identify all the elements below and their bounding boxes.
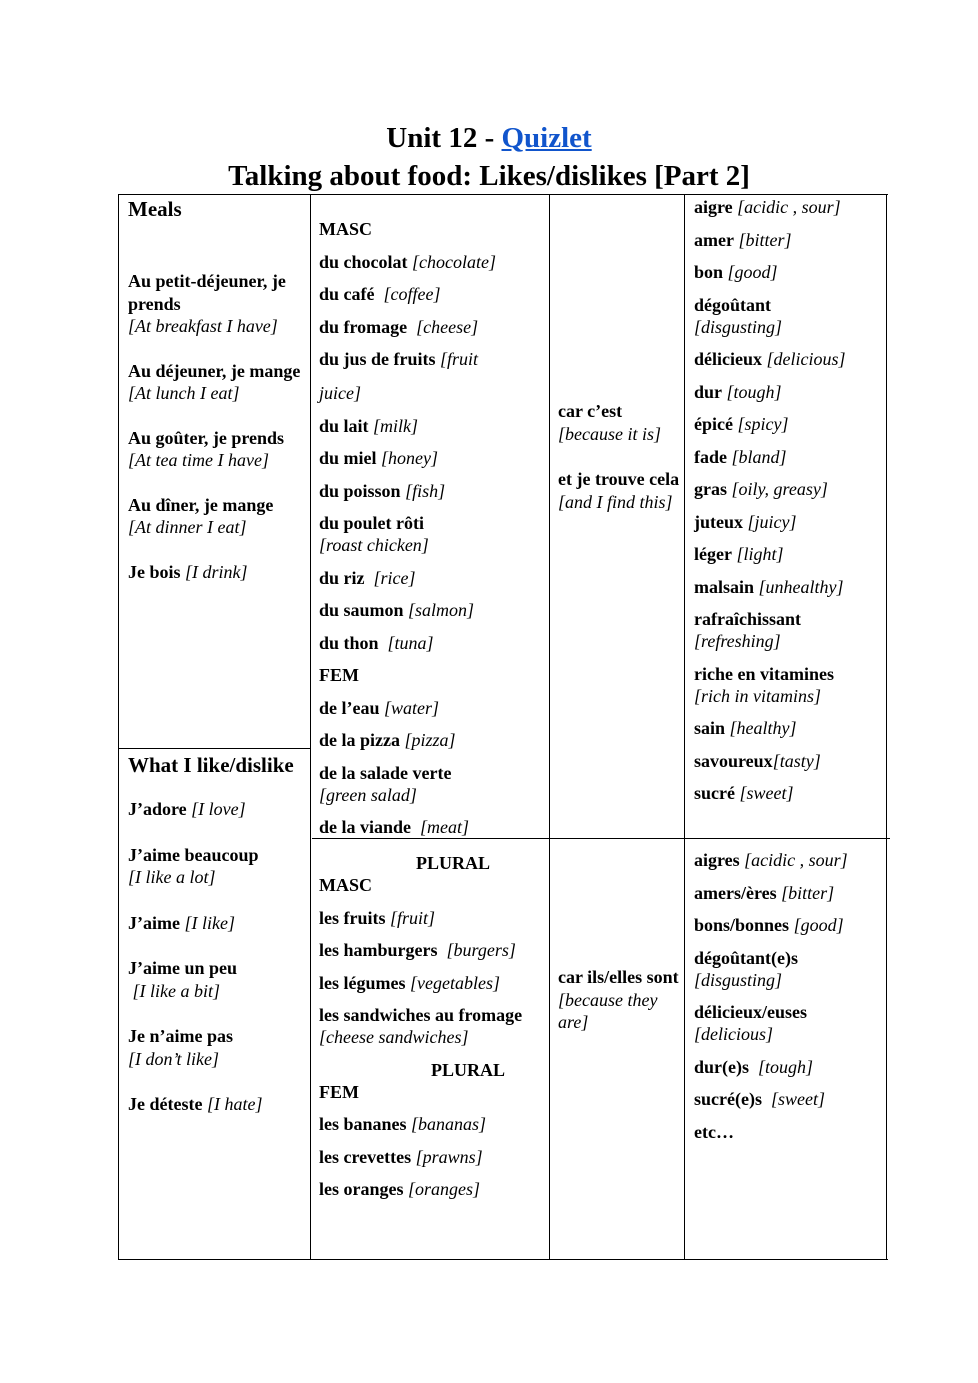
connector-fr: car ils/elles sont bbox=[558, 967, 679, 987]
food-fr: du jus de fruits bbox=[319, 349, 436, 369]
like-item bbox=[128, 957, 306, 1002]
food-item bbox=[319, 632, 547, 654]
food-en: [milk] bbox=[373, 415, 419, 436]
adjective-item bbox=[694, 446, 884, 468]
food-en: [coffee] bbox=[379, 284, 441, 304]
adjective-item bbox=[694, 782, 884, 804]
table-border-bottom bbox=[118, 1259, 888, 1260]
adjective-en: [disgusting] bbox=[694, 316, 783, 337]
food-en: [salmon] bbox=[408, 600, 475, 620]
food-item bbox=[319, 348, 547, 370]
likes-cell bbox=[128, 752, 306, 1116]
adjective-en: [bitter] bbox=[738, 229, 792, 250]
adjective-en: [tough] bbox=[726, 381, 782, 402]
food-item bbox=[319, 599, 547, 621]
like-item bbox=[128, 1025, 306, 1070]
adjective-fr: épicé bbox=[694, 414, 733, 434]
food-item bbox=[319, 762, 547, 806]
row-divider-food bbox=[312, 838, 890, 839]
row-divider-meals bbox=[118, 748, 310, 749]
food-item bbox=[319, 316, 547, 338]
meals-cell bbox=[128, 196, 306, 583]
food-item bbox=[319, 907, 547, 929]
food-fr: du chocolat bbox=[319, 251, 408, 272]
like-item bbox=[128, 798, 306, 821]
meal-fr: Au petit-déjeuner, je prends bbox=[128, 271, 286, 314]
food-fr: de la viande bbox=[319, 817, 412, 837]
adjective-item bbox=[694, 511, 884, 533]
adjective-en: [good] bbox=[793, 915, 844, 935]
adjective-en: [refreshing] bbox=[694, 631, 781, 651]
adjective-en: [healthy] bbox=[729, 718, 797, 738]
adjective-en: [acidic , sour] bbox=[744, 850, 848, 870]
like-fr: J’aime un peu bbox=[128, 958, 238, 978]
adjective-en: [oily, greasy] bbox=[731, 479, 828, 499]
masc-label: MASC bbox=[319, 219, 372, 239]
food-fr: de la pizza bbox=[319, 730, 400, 750]
meal-en: [At tea time I have] bbox=[128, 450, 269, 470]
food-fr: de l’eau bbox=[319, 697, 380, 718]
food-fr: du lait bbox=[319, 415, 369, 436]
food-item bbox=[319, 1004, 547, 1048]
food-en: [bananas] bbox=[411, 1114, 487, 1134]
meal-item bbox=[128, 561, 306, 584]
food-item bbox=[319, 1178, 547, 1200]
adjective-en: [good] bbox=[727, 262, 778, 282]
meal-item bbox=[128, 494, 306, 539]
food-en: [cheese] bbox=[411, 316, 479, 337]
adjective-fr: amer bbox=[694, 229, 734, 250]
meal-en: [At breakfast I have] bbox=[128, 316, 278, 336]
like-en: [I like a lot] bbox=[128, 867, 216, 887]
food-en: [cheese sandwiches] bbox=[319, 1027, 469, 1047]
food-en: [prawns] bbox=[415, 1146, 483, 1167]
food-item bbox=[319, 697, 547, 719]
food-item bbox=[319, 512, 547, 556]
connector-plural-cell bbox=[558, 966, 680, 1034]
adjective-fr: aigre bbox=[694, 197, 733, 217]
like-en: [I don’t like] bbox=[128, 1048, 219, 1069]
adjectives-plural-cell bbox=[694, 849, 884, 1143]
food-en: [fruit bbox=[440, 349, 479, 369]
like-fr: J’aime bbox=[128, 912, 180, 933]
food-item bbox=[319, 382, 547, 404]
column-divider-2 bbox=[549, 194, 550, 1260]
adjective-item bbox=[694, 1088, 884, 1110]
adjective-fr: léger bbox=[694, 544, 732, 564]
meal-en: [I drink] bbox=[185, 561, 248, 582]
food-fr: de la salade verte bbox=[319, 762, 452, 783]
adjective-fr: savoureux bbox=[694, 750, 773, 771]
adjective-item bbox=[694, 947, 884, 991]
adjective-fr: malsain bbox=[694, 576, 755, 597]
meal-fr: Je bois bbox=[128, 561, 181, 582]
adjective-fr: bon bbox=[694, 262, 724, 282]
adjective-fr: dur(e)s bbox=[694, 1056, 749, 1077]
like-fr: Je déteste bbox=[128, 1094, 203, 1114]
food-item bbox=[319, 939, 547, 961]
adjective-item bbox=[694, 478, 884, 500]
plural-fem-sublabel: FEM bbox=[319, 1081, 359, 1102]
food-fr: du fromage bbox=[319, 316, 408, 337]
like-fr: Je n’aime pas bbox=[128, 1026, 233, 1046]
adjective-item bbox=[694, 1001, 884, 1045]
connector-en: [and I find this] bbox=[558, 491, 673, 512]
food-item bbox=[319, 1113, 547, 1135]
food-en: [water] bbox=[384, 697, 440, 718]
adjective-en: [sweet] bbox=[766, 1089, 825, 1109]
fem-label: FEM bbox=[319, 665, 359, 685]
page-subtitle: Talking about food: Likes/dislikes [Part 2] bbox=[228, 160, 750, 192]
food-fr: les hamburgers bbox=[319, 940, 438, 960]
food-fr: du poulet rôti bbox=[319, 513, 425, 533]
likes-heading: What I like/dislike bbox=[128, 753, 294, 777]
plural-masc-label: PLURAL bbox=[415, 853, 490, 873]
food-item bbox=[319, 251, 547, 273]
adjective-en: [acidic , sour] bbox=[737, 197, 841, 217]
connector-en: [because it is] bbox=[558, 423, 661, 444]
adjective-item bbox=[694, 543, 884, 565]
connector-item bbox=[558, 966, 680, 1034]
food-item bbox=[319, 480, 547, 502]
adjective-fr: délicieux bbox=[694, 349, 762, 369]
column-divider-1 bbox=[310, 194, 311, 1260]
meal-item bbox=[128, 360, 306, 405]
plural-masc-sublabel: MASC bbox=[319, 875, 372, 895]
title-prefix: Unit 12 - bbox=[386, 122, 502, 154]
food-fr: du café bbox=[319, 284, 375, 304]
plural-foods-cell bbox=[319, 852, 547, 1200]
adjective-item bbox=[694, 261, 884, 283]
adjective-item bbox=[694, 1056, 884, 1078]
adjective-item bbox=[694, 381, 884, 403]
adjective-en: [sweet] bbox=[739, 783, 794, 803]
food-en: [burgers] bbox=[442, 940, 516, 960]
adjective-fr: dégoûtant bbox=[694, 294, 772, 315]
adjective-fr: fade bbox=[694, 446, 727, 467]
food-fr: du saumon bbox=[319, 600, 404, 620]
adjective-fr: sucré bbox=[694, 783, 735, 803]
adjective-item bbox=[694, 196, 884, 218]
food-item bbox=[319, 816, 547, 838]
like-en: [I love] bbox=[191, 799, 246, 819]
food-item bbox=[319, 1146, 547, 1168]
food-en: [fruit] bbox=[390, 907, 436, 928]
connector-singular-cell bbox=[558, 400, 680, 513]
adjective-fr: aigres bbox=[694, 850, 740, 870]
like-item bbox=[128, 1093, 306, 1116]
adjective-fr: dur bbox=[694, 381, 723, 402]
food-en: [meat] bbox=[415, 817, 470, 837]
food-en: juice] bbox=[319, 383, 361, 403]
adjective-en: [delicious] bbox=[766, 349, 846, 369]
food-fr: du miel bbox=[319, 448, 377, 468]
column-divider-3 bbox=[684, 194, 685, 1260]
food-en: [rice] bbox=[369, 567, 416, 588]
adjective-item bbox=[694, 849, 884, 871]
meal-item bbox=[128, 427, 306, 472]
connector-fr: car c’est bbox=[558, 401, 623, 421]
food-fr: les sandwiches au fromage bbox=[319, 1005, 523, 1025]
food-en: [chocolate] bbox=[412, 251, 496, 272]
food-en: [vegetables] bbox=[409, 972, 500, 993]
meal-fr: Au goûter, je prends bbox=[128, 427, 285, 448]
adjective-fr: juteux bbox=[694, 511, 743, 532]
food-en: [tuna] bbox=[383, 632, 434, 653]
table-border-right bbox=[886, 194, 887, 1260]
meal-fr: Au déjeuner, je mange bbox=[128, 360, 301, 381]
like-en: [I hate] bbox=[206, 1094, 263, 1114]
connector-item bbox=[558, 400, 680, 445]
food-fr: les crevettes bbox=[319, 1146, 412, 1167]
quizlet-link[interactable]: Quizlet bbox=[501, 122, 592, 154]
adjective-en: [disgusting] bbox=[694, 969, 783, 990]
adjective-fr: bons/bonnes bbox=[694, 915, 790, 935]
connector-fr: et je trouve cela bbox=[558, 469, 680, 489]
adjective-item bbox=[694, 882, 884, 904]
food-item bbox=[319, 283, 547, 305]
adjective-en: [juicy] bbox=[747, 511, 797, 532]
adjective-fr: gras bbox=[694, 479, 727, 499]
plural-fem-label: PLURAL bbox=[430, 1059, 505, 1080]
food-fr: du riz bbox=[319, 567, 365, 588]
adjective-en: [light] bbox=[736, 544, 784, 564]
meal-fr: Au dîner, je mange bbox=[128, 494, 274, 515]
adjective-en: [rich in vitamins] bbox=[694, 685, 822, 706]
adjective-en: [unhealthy] bbox=[758, 576, 844, 597]
adjective-fr: sucré(e)s bbox=[694, 1089, 762, 1109]
adjective-fr: sain bbox=[694, 718, 726, 738]
adjective-fr: rafraîchissant bbox=[694, 609, 801, 629]
food-fr: les oranges bbox=[319, 1179, 404, 1199]
adjective-item bbox=[694, 914, 884, 936]
adjective-item bbox=[694, 348, 884, 370]
adjective-en: [spicy] bbox=[737, 414, 789, 434]
like-en: [I like a bit] bbox=[128, 980, 220, 1001]
adjective-fr: etc… bbox=[694, 1121, 734, 1142]
meals-heading: Meals bbox=[128, 197, 182, 221]
like-en: [I like] bbox=[184, 912, 235, 933]
food-item bbox=[319, 567, 547, 589]
adjective-item bbox=[694, 1121, 884, 1143]
singular-foods-cell bbox=[319, 218, 547, 838]
food-en: [fish] bbox=[405, 480, 446, 501]
food-fr: du thon bbox=[319, 632, 379, 653]
meal-en: [At dinner I eat] bbox=[128, 517, 247, 537]
adjective-item bbox=[694, 229, 884, 251]
like-item bbox=[128, 912, 306, 935]
food-item bbox=[319, 447, 547, 469]
adjective-item bbox=[694, 750, 884, 772]
meal-item bbox=[128, 270, 306, 338]
adjective-item bbox=[694, 576, 884, 598]
adjective-item bbox=[694, 663, 884, 707]
connector-item bbox=[558, 468, 680, 513]
food-en: [green salad] bbox=[319, 784, 417, 805]
food-fr: du poisson bbox=[319, 480, 401, 501]
page-title bbox=[0, 120, 978, 156]
meal-en: [At lunch I eat] bbox=[128, 383, 240, 403]
food-en: [oranges] bbox=[408, 1179, 481, 1199]
adjective-en: [bitter] bbox=[781, 882, 835, 903]
adjective-item bbox=[694, 294, 884, 338]
adjective-en: [bland] bbox=[731, 446, 787, 467]
like-fr: J’aime beaucoup bbox=[128, 844, 259, 865]
adjectives-singular-cell bbox=[694, 196, 884, 804]
food-fr: les bananes bbox=[319, 1114, 407, 1134]
adjective-fr: riche en vitamines bbox=[694, 663, 834, 684]
food-item bbox=[319, 729, 547, 751]
adjective-en: [tough] bbox=[753, 1056, 814, 1077]
food-fr: les légumes bbox=[319, 972, 406, 993]
like-fr: J’adore bbox=[128, 799, 187, 819]
food-fr: les fruits bbox=[319, 907, 386, 928]
adjective-fr: amers/ères bbox=[694, 882, 777, 903]
adjective-item bbox=[694, 717, 884, 739]
table-border-left bbox=[118, 194, 119, 1260]
adjective-fr: délicieux/euses bbox=[694, 1002, 807, 1022]
food-item bbox=[319, 972, 547, 994]
like-item bbox=[128, 844, 306, 889]
adjective-en: [tasty] bbox=[772, 750, 821, 771]
adjective-en: [delicious] bbox=[694, 1024, 773, 1044]
connector-en: [because they are] bbox=[558, 989, 658, 1032]
table-border-top bbox=[118, 194, 888, 195]
adjective-item bbox=[694, 413, 884, 435]
food-en: [roast chicken] bbox=[319, 535, 429, 555]
adjective-item bbox=[694, 608, 884, 652]
food-en: [pizza] bbox=[404, 730, 456, 750]
food-item bbox=[319, 415, 547, 437]
adjective-fr: dégoûtant(e)s bbox=[694, 947, 798, 968]
food-en: [honey] bbox=[381, 448, 439, 468]
